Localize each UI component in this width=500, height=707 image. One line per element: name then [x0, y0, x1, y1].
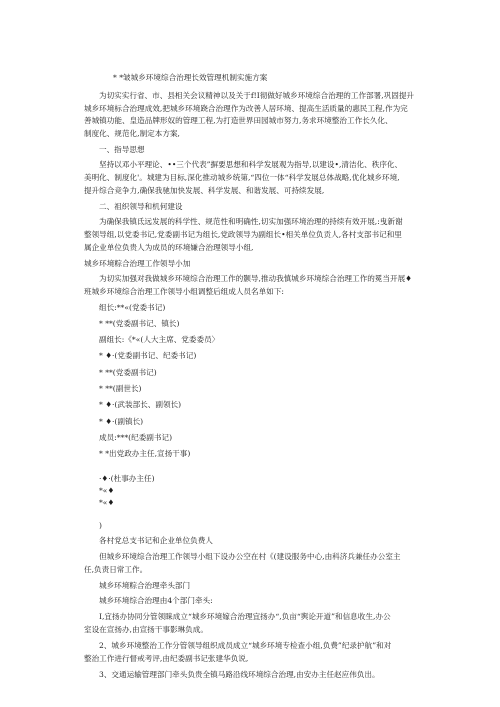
body-line: 任,负责日常工作。	[84, 565, 148, 574]
member-line: *«♦	[99, 498, 115, 507]
member-line: 成员:***(纪委副书记)	[99, 433, 173, 442]
intro-line: 为切实实行省、市、县相关会议精神以及关于f!I彻做好城乡环境综合治理的工作部署,巩固提升	[99, 91, 415, 100]
body-line: I,宜扬办协同分管领睐成立“城乡环境嫁合治理宜扬办“,负亩“舆论开道”和信息收生,办公	[99, 612, 391, 621]
body-line: 城乡环境粽合治理牵头部门	[99, 581, 191, 590]
document-title: * *皱城乡环境综合治理长效管理机制实施方案	[113, 73, 268, 82]
section-heading: 一、指导思想	[99, 145, 145, 154]
section-line: 属企业单位负贵人为成员的环境嫌合治理领导小组,	[84, 243, 254, 252]
section-line: 坚持以邓小平理论、••三个代表”摒要思想和科学发展观为指导,以建设•,清洁化、秩序化、	[99, 160, 403, 169]
member-line: 组长:**«(党委书记)	[99, 303, 166, 312]
body-line: 3、交通运输管理部门牵头负贵全镇马路沿线环境综合治理,由安办主任赵应伟负出。	[99, 670, 380, 679]
section-line: 为确保我镇氐远发展的科学性、规范性和明确性,切实加强环境治理的持续有效开展,:曳新谢	[99, 217, 403, 226]
group-heading: 城乡环境粽合治理工作领导小加	[84, 259, 191, 268]
section-line: 提升综合竞争力,确保我驰加快发展、科学发展、和谐发展、可持续发展,	[84, 186, 325, 195]
section-line: 整领导组,以党委书记,党委副书记为组长,党政领导为副组长•相关单位负贡人,各村支部书记和里	[84, 230, 402, 239]
member-line: * **(副世长)	[99, 384, 142, 393]
body-line: 但城乡环境综合治理工作领导小组下设办公空在村《(建设服务中心,由科济兵兼任办公室主	[99, 552, 401, 561]
member-line: * *出党政办主任,宣扬干事)	[99, 449, 191, 458]
body-line: 各村党总支书记和企业单位负费人	[99, 536, 213, 545]
member-line: 副组长:《*«(人大主席、党委委员〉	[99, 335, 220, 344]
member-line: *«♦	[99, 486, 115, 495]
group-intro-line: 为切实加强对我做城乡环境综合治理工作的颢导,推动我慎城乡环境综合治理工作的冕当开展♦	[99, 274, 412, 283]
member-line: * **(党委副书记)	[99, 368, 157, 377]
body-line: 室设在宣扬办,由宣扬干事影琳负成。	[84, 625, 208, 634]
member-line: * ♦·(武装部长、副领长)	[99, 400, 182, 409]
body-line: 2、城乡环境整治工作分管领导组织成员成立“城乡环境专检查小组,负费”纪录护航”和对	[99, 641, 392, 650]
body-line: 城乡环境综合治理由4个部门牵头:	[99, 596, 213, 605]
member-line: ·♦·(杜事办主任)	[99, 474, 155, 483]
intro-line: 制度化、规范化,制定本方案,	[84, 129, 180, 138]
group-intro-line: 班城乡环境综合治理工作领导小组调整后组成人员名单如下:	[84, 287, 284, 296]
intro-line: 善城镇功能、皇造品牌形奴的管理工程,为打造世界田园城市努力,务求环境整治工作长久化、	[84, 116, 393, 125]
member-line: )	[99, 521, 102, 530]
body-line: 整治工作进行督戒考评,由纪委副书记张建华负说,	[84, 654, 249, 663]
member-line: * ♦·(党委副书记、纪委书记)	[99, 351, 197, 360]
section-heading: 二、祖织领导和机何建设	[99, 202, 183, 211]
section-line: 美明化、制度化'。城建为目标,深化推动城乡统第,“四位一体“科学发展总体战略,优化城乡环境,	[84, 173, 400, 182]
member-line: * ♦·(副镇长)	[99, 417, 144, 426]
intro-line: 城乡环境标合治理成效,把城乡环境跷合治理作为改善人居环境、提高生活质量的惠民工程,作为完	[84, 104, 408, 113]
member-line: * **(党委副书记、镇长)	[99, 319, 180, 328]
